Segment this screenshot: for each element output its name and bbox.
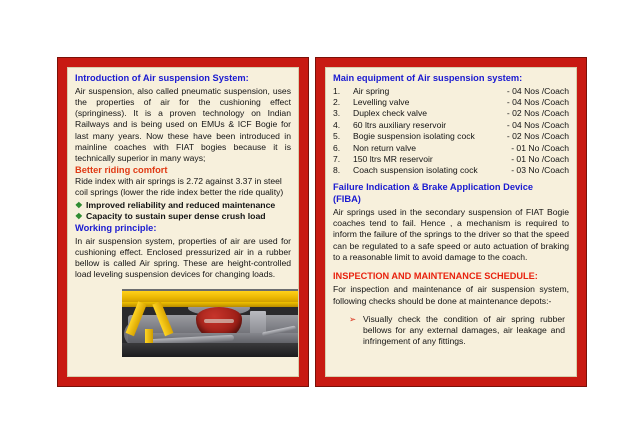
table-row	[333, 97, 569, 108]
table-row	[333, 143, 569, 154]
table-row	[333, 86, 569, 97]
equipment-name: Air spring	[353, 85, 390, 96]
photo-track-ground	[122, 343, 299, 357]
fiba-paragraph: Air springs used in the secondary suspension of FIAT Bogie coaches tend to fail. Hence , a mechanism is required to inform the failure of the springs to the driver so that the speed can be regulated to a safe speed or auto actuation of braking to a reasonable limit to avoid damage to the coach.	[333, 206, 569, 262]
equipment-table	[333, 86, 569, 177]
inspection-check-text: Visually check the condition of air spring rubber bellows for any external damages, air leakage and infringement of any fittings.	[363, 313, 565, 347]
equipment-name: Bogie suspension isolating cock	[353, 131, 475, 142]
working-principle-heading: Working principle:	[75, 223, 157, 234]
equipment-name: Levelling valve	[353, 96, 410, 107]
equipment-index: 8.	[333, 165, 341, 176]
equipment-index: 4.	[333, 119, 341, 130]
diamond-bullet-icon: ❖	[75, 199, 83, 210]
list-item	[75, 211, 291, 222]
equipment-quantity: - 02 Nos /Coach	[506, 108, 569, 119]
equipment-index: 7.	[333, 153, 341, 164]
equipment-index: 5.	[333, 131, 341, 142]
list-item	[349, 314, 565, 348]
photo-air-spring-band	[204, 319, 234, 323]
equipment-quantity: - 04 Nos /Coach	[506, 96, 569, 107]
equipment-name: 60 ltrs auxiliary reservoir	[353, 119, 447, 130]
equipment-name: Coach suspension isolating cock	[353, 165, 478, 176]
bogie-air-spring-photo	[122, 289, 299, 357]
benefit-label: Improved reliability and reduced maintenance	[86, 199, 276, 210]
equipment-index: 6.	[333, 142, 341, 153]
table-row	[333, 131, 569, 142]
equipment-name: Non return valve	[353, 142, 417, 153]
equipment-table-body	[333, 86, 569, 177]
equipment-quantity: - 04 Nos /Coach	[506, 119, 569, 130]
right-panel-inner	[325, 67, 577, 377]
fiba-heading-line2: (FIBA)	[333, 194, 361, 205]
list-item	[75, 200, 291, 211]
diamond-bullet-icon: ❖	[75, 210, 83, 221]
equipment-quantity: - 04 Nos /Coach	[506, 85, 569, 96]
equipment-quantity: - 01 No /Coach	[511, 153, 569, 164]
benefit-label: Capacity to sustain super dense crush load	[86, 210, 266, 221]
intro-heading: Introduction of Air suspension System:	[75, 73, 249, 83]
equipment-index: 3.	[333, 108, 341, 119]
equipment-name: Duplex check valve	[353, 108, 428, 119]
working-principle-paragraph: In air suspension system, properties of air are used for cushioning effect. Enclosed pressurized air in a rubber bellow is called Air spring. These are height-controlled load leveling suspension devices for changing loads.	[75, 235, 291, 280]
ride-index-paragraph: Ride index with air springs is 2.72 against 3.37 in steel coil springs (lower the ride index better the ride quality)	[75, 176, 284, 198]
inspection-intro-paragraph: For inspection and maintenance of air suspension system, following checks should be done at maintenance depots:-	[333, 284, 569, 306]
fiba-heading-line1: Failure Indication & Brake Application Device	[333, 181, 534, 192]
equipment-heading: Main equipment of Air suspension system:	[333, 73, 523, 83]
equipment-index: 2.	[333, 96, 341, 107]
better-riding-comfort-heading: Better riding comfort	[75, 164, 168, 175]
equipment-index: 1.	[333, 85, 341, 96]
left-content-panel	[57, 57, 309, 387]
table-row	[333, 165, 569, 176]
table-row	[333, 154, 569, 165]
equipment-name: 150 ltrs MR reservoir	[353, 153, 433, 164]
left-panel-inner	[67, 67, 299, 377]
right-content-panel	[315, 57, 587, 387]
table-row	[333, 108, 569, 119]
equipment-quantity: - 01 No /Coach	[511, 142, 569, 153]
equipment-quantity: - 03 No /Coach	[511, 165, 569, 176]
photo-graphic	[122, 289, 299, 357]
intro-paragraph: Air suspension, also called pneumatic suspension, uses the properties of air for the cushioning effect (springiness). It is a proven technology on Indian Railways and is being used on EMUs & ICF Bogie for last many years. Now these have been introduced in mainline coaches with FIAT bogies because it is technically superior in many ways;	[75, 85, 291, 164]
table-row	[333, 120, 569, 131]
inspection-schedule-heading: INSPECTION AND MAINTENANCE SCHEDULE:	[333, 271, 538, 282]
equipment-quantity: - 02 Nos /Coach	[506, 131, 569, 142]
benefits-bullet-list	[75, 200, 291, 222]
photo-yellow-beam-lower	[122, 302, 299, 307]
arrow-bullet-icon: ➢	[349, 313, 357, 324]
